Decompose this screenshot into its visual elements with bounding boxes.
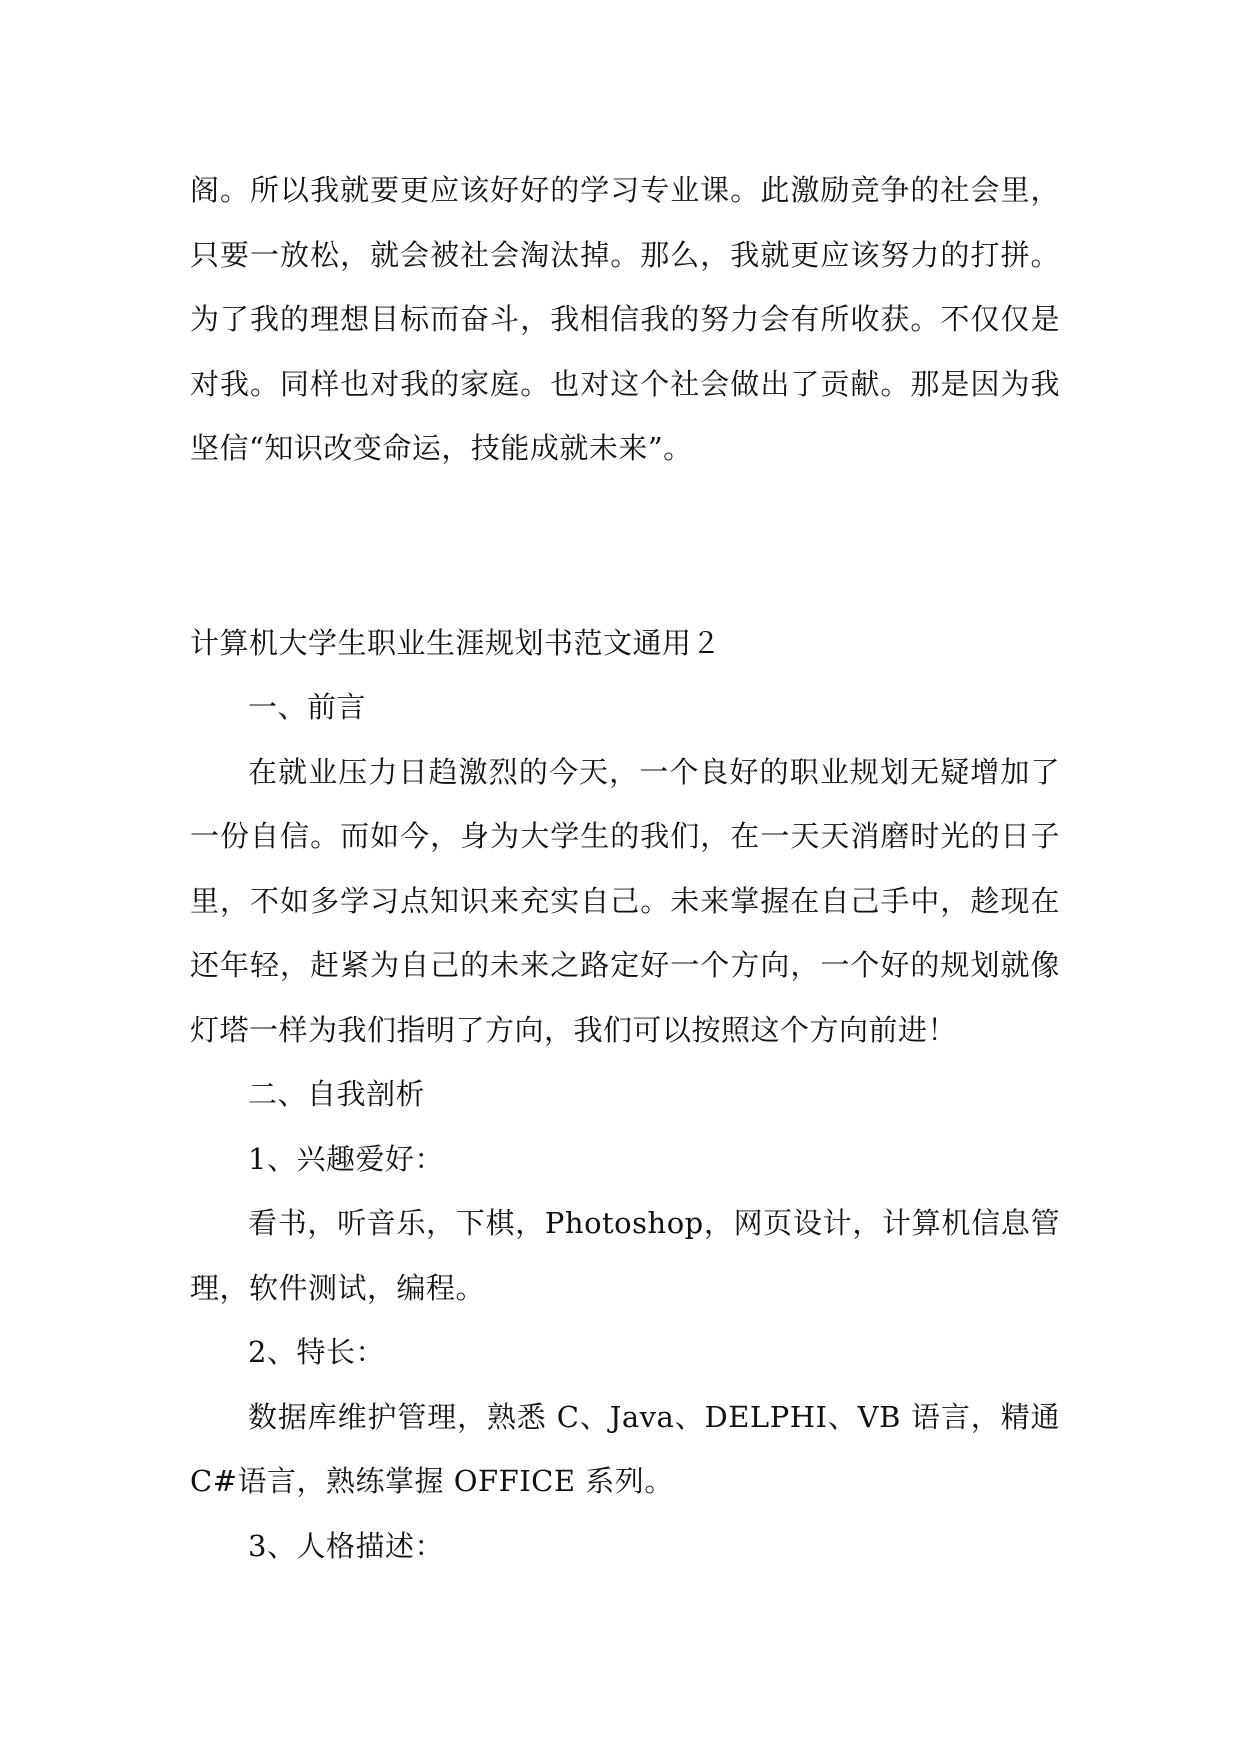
section-heading-preface: 一、前言 [248,690,367,724]
continued-paragraph: 阁。所以我就要更应该好好的学习专业课。此激励竞争的社会里，只要一放松，就会被社会淘汰掉。那么，我就更应该努力的打拼。为了我的理想目标而奋斗，我相信我的努力会有所收获。不仅仅是对我。同样也对我的家庭。也对这个社会做出了贡献。那是因为我坚信“知识改变命运，技能成就未来”。 [190,173,1060,465]
preface-paragraph: 在就业压力日趋激烈的今天，一个良好的职业规划无疑增加了一份自信。而如今，身为大学生的我们，在一天天消磨时光的日子里，不如多学习点知识来充实自己。未来掌握在自己手中，趁现在还年轻，赶紧为自己的未来之路定好一个方向，一个好的规划就像灯塔一样为我们指明了方向，我们可以按照这个方向前进！ [190,754,1060,1047]
document-body [190,158,1060,1578]
item-heading-personality: 3、人格描述： [248,1528,444,1563]
document-title: 计算机大学生职业生涯规划书范文通用２ [190,625,722,660]
section-heading-self-analysis: 二、自我剖析 [248,1077,426,1111]
section-spacer [190,481,1060,611]
strengths-paragraph: 数据库维护管理，熟悉 C、Java、DELPHI、VB 语言，精通 C#语言，熟练掌握 OFFICE 系列。 [190,1399,1060,1498]
item-heading-strengths: 2、特长： [248,1335,385,1369]
item-heading-interests: 1、兴趣爱好： [248,1141,444,1176]
interests-paragraph: 看书，听音乐，下棋，Photoshop，网页设计，计算机信息管理，软件测试，编程。 [190,1206,1060,1305]
